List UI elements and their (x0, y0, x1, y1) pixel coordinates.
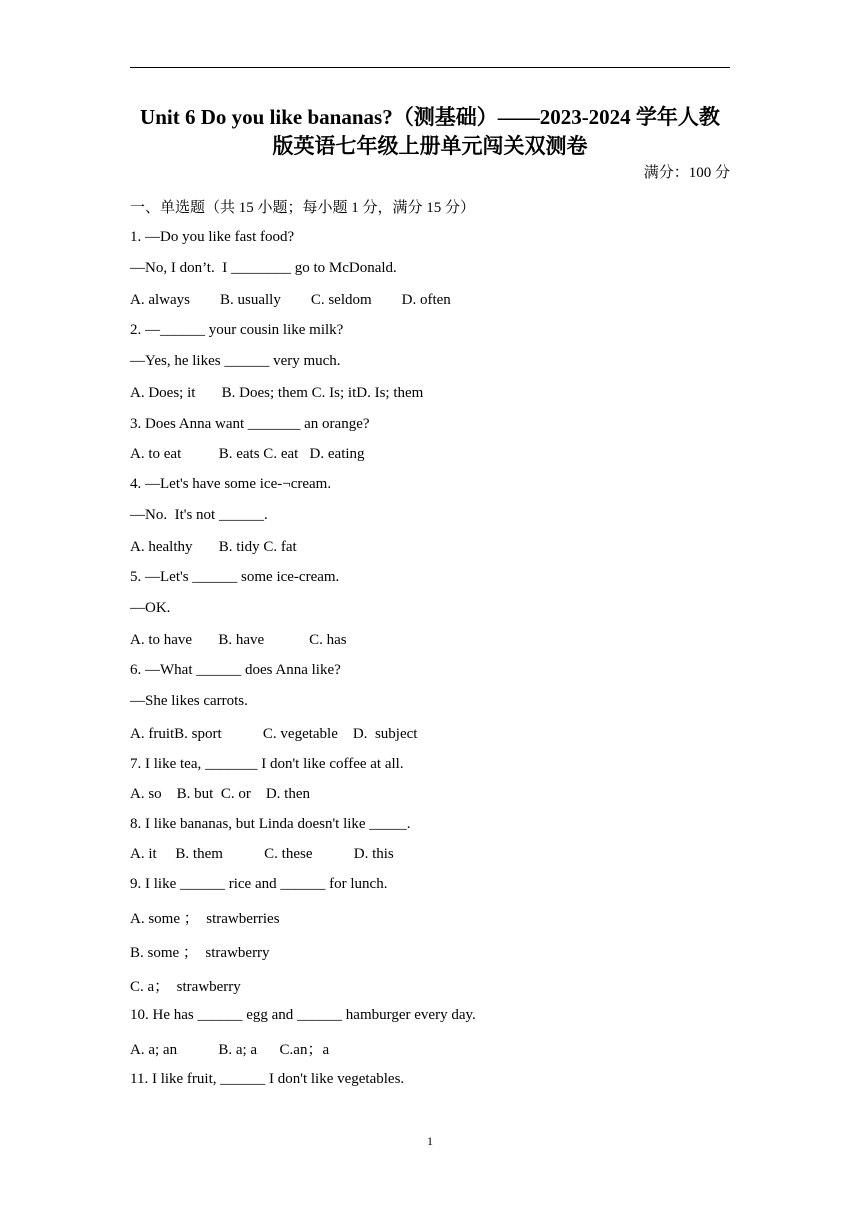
question-line: 2. —______ your cousin like milk? (130, 322, 344, 338)
document-title (130, 103, 730, 161)
section-heading: 一、单选题（共 15 小题；每小题 1 分，满分 15 分） (130, 200, 476, 216)
question-line: C. a； strawberry (130, 979, 241, 995)
title-line-1: Unit 6 Do you like bananas?（测基础）——2023-2024 学年人教 (140, 105, 720, 129)
question-line: A. it B. them C. these D. this (130, 846, 394, 862)
question-line: A. fruitB. sport C. vegetable D. subject (130, 726, 418, 742)
question-line: A. always B. usually C. seldom D. often (130, 292, 451, 308)
title-line-2: 版英语七年级上册单元闯关双测卷 (272, 134, 588, 158)
question-line: 11. I like fruit, ______ I don't like vegetables. (130, 1071, 405, 1087)
page-number: 1 (427, 1134, 433, 1148)
question-line: 6. —What ______ does Anna like? (130, 662, 341, 678)
question-line: A. a; an B. a; a C.an；a (130, 1042, 330, 1058)
question-line: 10. He has ______ egg and ______ hamburger every day. (130, 1007, 476, 1023)
question-line: —No. It's not ______. (130, 507, 268, 523)
question-line: A. so B. but C. or D. then (130, 786, 310, 802)
question-line: —She likes carrots. (130, 693, 248, 709)
question-line: A. healthy B. tidy C. fat (130, 539, 297, 555)
question-line: 1. —Do you like fast food? (130, 229, 295, 245)
question-line: A. to have B. have C. has (130, 632, 347, 648)
question-line: —Yes, he likes ______ very much. (130, 353, 341, 369)
question-line: —No, I don’t. I ________ go to McDonald. (130, 260, 397, 276)
total-score: 满分：100 分 (643, 165, 730, 181)
question-line: A. some ； strawberries (130, 911, 280, 927)
question-line: 8. I like bananas, but Linda doesn't like _____. (130, 816, 411, 832)
question-line: A. to eat B. eats C. eat D. eating (130, 446, 365, 462)
header-rule (130, 67, 730, 68)
question-line: —OK. (130, 600, 171, 616)
question-line: B. some ； strawberry (130, 945, 270, 961)
question-line: A. Does; it B. Does; them C. Is; itD. Is; them (130, 385, 424, 401)
question-line: 4. —Let's have some ice-¬cream. (130, 476, 332, 492)
question-line: 3. Does Anna want _______ an orange? (130, 416, 370, 432)
question-line: 9. I like ______ rice and ______ for lunch. (130, 876, 388, 892)
question-line: 7. I like tea, _______ I don't like coffee at all. (130, 756, 404, 772)
question-line: 5. —Let's ______ some ice-cream. (130, 569, 340, 585)
